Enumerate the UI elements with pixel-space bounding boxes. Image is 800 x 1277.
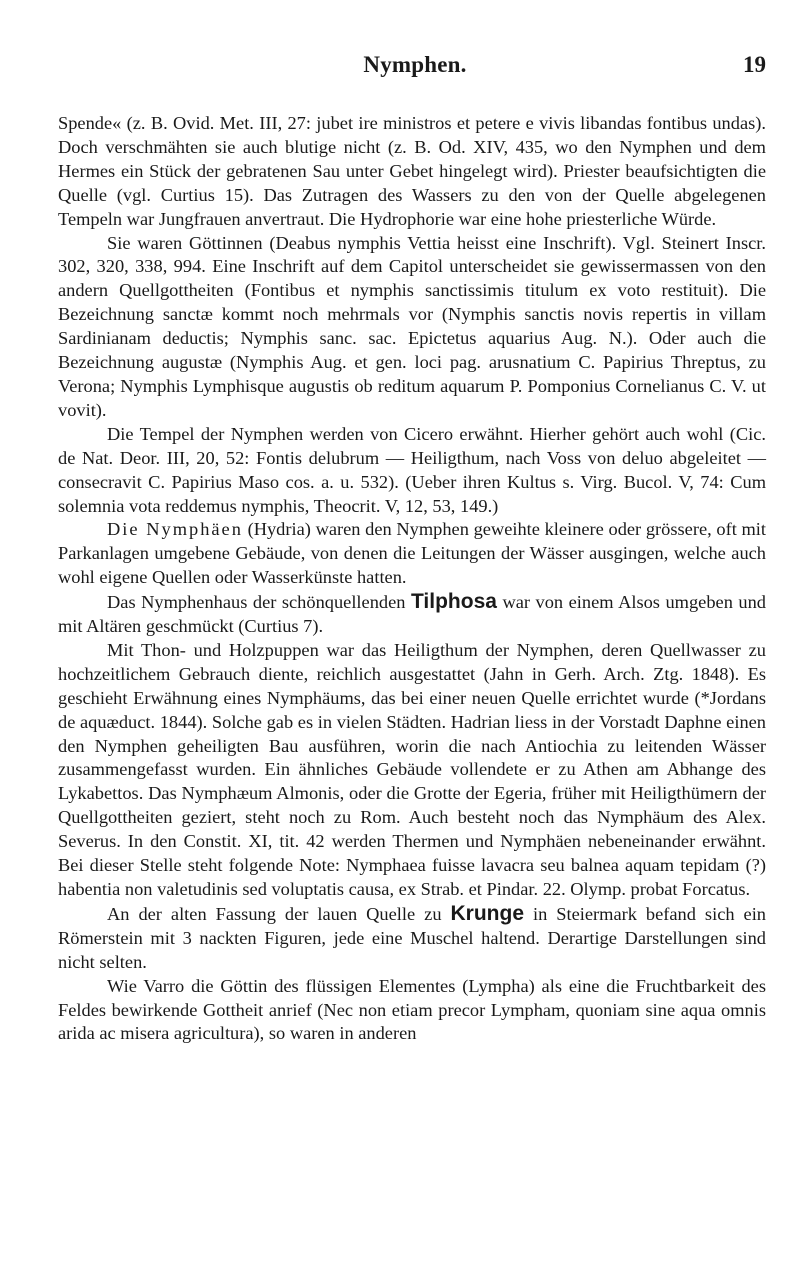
paragraph-goddesses bbox=[58, 232, 766, 423]
paragraph-text: war von einem Alsos umgeben und mit Altären geschmückt (Curtius 7). bbox=[58, 592, 766, 637]
running-head bbox=[60, 52, 770, 80]
paragraph-text: Mit Thon- und Holzpuppen war das Heiligthum der Nymphen, deren Quellwasser zu hochzeitlichem Gebrauch diente, reichlich ausgestattet (Jahn in Gerh. Arch. Ztg. 1848). Es geschieht Erwähnung eines Nymphäums, das bei einer neuen Quelle errichtet wurde (*Jordans de aquæduct. 1844). Solche gab es in vielen Städten. Hadrian liess in der Vorstadt Daphne einen den Nymphen geheiligten Bau ausführen, worin die nach Antiochia zu leitenden Wässer zusammengefasst wurden. Ein ähnliches Gebäude vollendete er zu Athen am Abhange des Lykabettos. Das Nymphæum Almonis, oder die Grotte der Egeria, früher mit Heiligthümern der Quellgottheiten geziert, steht noch zu Rom. Auch besteht noch das Nymphäum des Alex. Severus. In den Constit. XI, tit. 42 werden Thermen und Nymphäen nebeneinander erwähnt. Bei dieser Stelle steht folgende Note: Nymphaea fuisse lavacra seu balnea aquam tepidam (?) habentia non valetudinis sed voluptatis causa, ex Strab. et Pindar. 22. Olymp. probat Forcatus. bbox=[58, 639, 766, 899]
place-name-tilphosa: Tilphosa bbox=[410, 590, 497, 614]
paragraph-nymphaea bbox=[58, 518, 766, 590]
paragraph-text: Sie waren Göttinnen (Deabus nymphis Vettia heisst eine Inschrift). Vgl. Steinert Inscr. 302, 320, 338, 994. Eine Inschrift auf dem Capitol unterscheidet sie gewissermassen von den andern Quellgottheiten (Fontibus et nymphis sanctissimis titulum ex voto restituit). Die Bezeichnung sanctæ kommt noch mehrmals vor (Nymphis sanctis novis repertis in villam Sardinianam deductis; Nymphis sanc. sac. Epictetus aquarius Aug. N.). Oder auch die Bezeichnung augustæ (Nymphis Aug. et gen. loci pag. arusnatium C. Papirius Threptus, zu Verona; Nymphis Lymphisque augustis ob reditum aquarum P. Pomponius Cornelianus C. V. ut vovit). bbox=[58, 232, 766, 420]
paragraph-text: (Hydria) waren den Nymphen geweihte kleinere oder grössere, oft mit Parkanlagen umgebene Gebäude, von denen die Leitungen der Wässer ausgingen, welche auch wohl eigene Quellen oder Wasserkünste hatten. bbox=[58, 519, 766, 588]
paragraph-sanctuary bbox=[58, 639, 766, 902]
place-name-krunge: Krunge bbox=[450, 901, 524, 925]
paragraph-text: Das Nymphenhaus der schönquellenden bbox=[107, 592, 411, 613]
paragraph-text: in Steiermark befand sich ein Römerstein mit 3 nackten Figuren, jede eine Muschel haltend. Derartige Darstellungen sind nicht selten. bbox=[58, 903, 766, 972]
paragraph-text: Wie Varro die Göttin des flüssigen Elementes (Lympha) als eine die Fruchtbarkeit des Feldes bewirkende Gottheit anrief (Nec non etiam precor Lympham, quoniam sine aqua omnis arida ac misera agricultura), so waren in anderen bbox=[58, 975, 766, 1044]
page-number: 19 bbox=[743, 52, 766, 77]
paragraph-temples bbox=[58, 423, 766, 519]
paragraph-tilphosa bbox=[58, 590, 766, 639]
paragraph-varro bbox=[58, 975, 766, 1047]
spaced-term: Die Nymphäen bbox=[107, 519, 243, 540]
paragraph-text: Spende« (z. B. Ovid. Met. III, 27: jubet ire ministros et petere e vivis libandas fontibus undas). Doch verschmähten sie auch blutige nicht (z. B. Od. XIV, 435, wo den Nymphen und dem Hermes ein Stück der gebratenen Sau unter Gebet hingelegt wird). Priester beaufsichtigten die Quelle (vgl. Curtius 15). Das Zutragen des Wassers zu den von der Quelle abgelegenen Tempeln war Jungfrauen anvertraut. Die Hydrophorie war eine hohe priesterliche Würde. bbox=[58, 113, 766, 229]
paragraph-text: Die Tempel der Nymphen werden von Cicero erwähnt. Hierher gehört auch wohl (Cic. de Nat. Deor. III, 20, 52: Fontis delubrum — Heiligthum, nach Voss von deluo abgeleitet — consecravit C. Papirius Maso cos. a. u. 532). (Ueber ihren Kultus s. Virg. Bucol. V, 74: Cum solemnia vota reddemus nymphis, Theocrit. V, 12, 53, 149.) bbox=[58, 423, 766, 516]
paragraph-krunge bbox=[58, 902, 766, 975]
page-title: Nymphen. bbox=[363, 52, 467, 77]
paragraph-text: An der alten Fassung der lauen Quelle zu bbox=[107, 903, 451, 924]
body-text bbox=[58, 112, 766, 1046]
paragraph-offering bbox=[58, 112, 766, 232]
